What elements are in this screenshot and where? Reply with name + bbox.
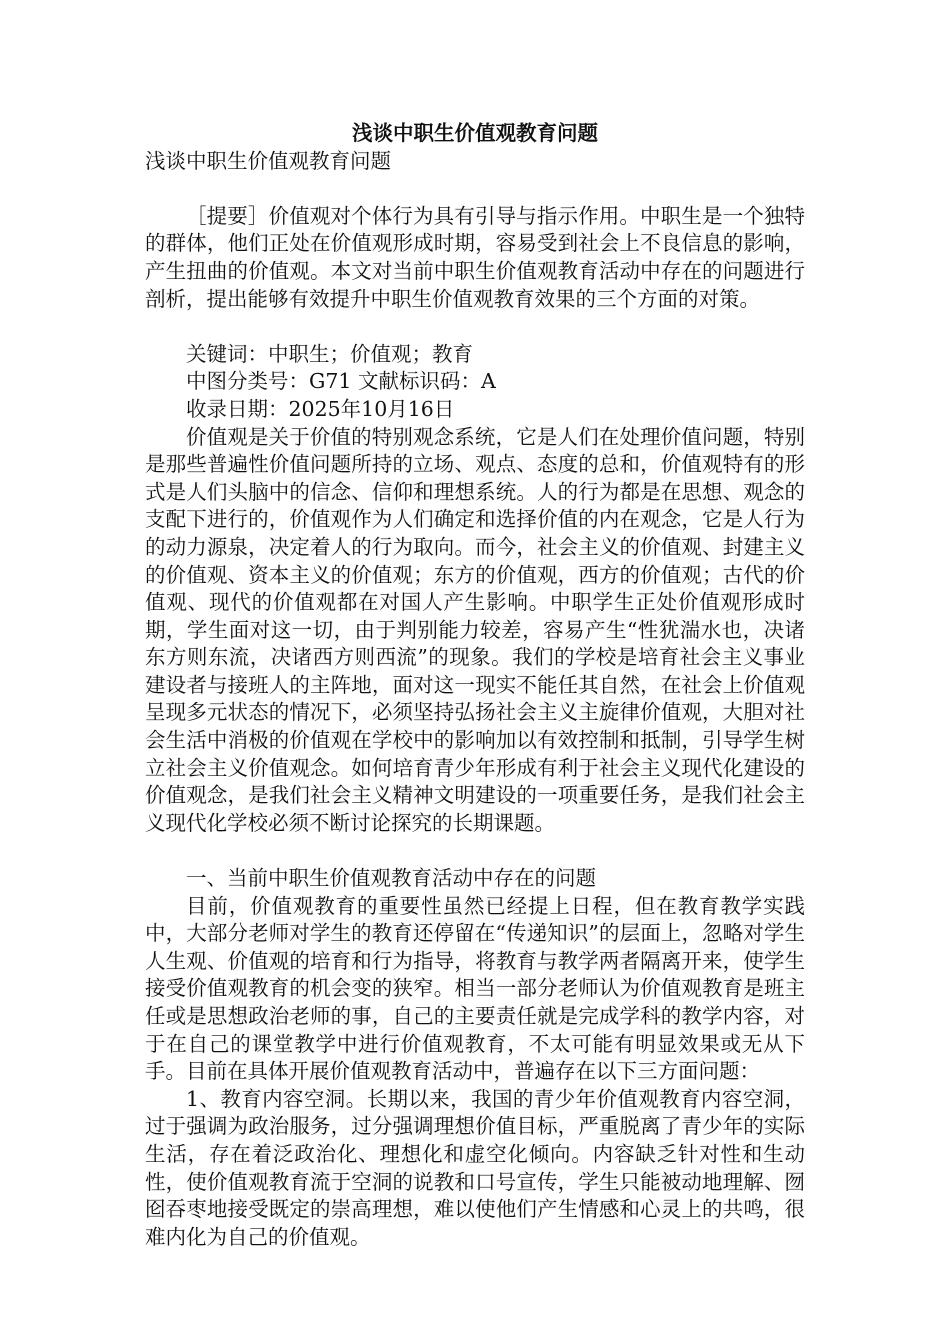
document-subtitle: 浅谈中职生价值观教育问题 [145, 148, 391, 173]
section-heading: 一、当前中职生价值观教育活动中存在的问题 [186, 866, 596, 891]
keywords-line: 关键词：中职生；价值观；教育 [186, 341, 473, 366]
blank-line [145, 175, 805, 203]
received-date-line: 收录日期：2025年10月16日 [186, 396, 455, 421]
intro-paragraph: 价值观是关于价值的特别观念系统，它是人们在处理价值问题，特别是那些普遍性价值问题所持的立场、观点、态度的总和，价值观特有的形式是人们头脑中的信念、信仰和理想系统。人的行为都是在思想、观念的支配下进行的，价值观作为人们确定和选择价值的内在观念，它是人行为的动力源泉，决定着人的行为取向。而今，社会主义的价值观、封建主义的价值观、资本主义的价值观；东方的价值观，西方的价值观；古代的价值观、现代的价值观都在对国人产生影响。中职学生正处价值观形成时期，学生面对这一切，由于判别能力较差，容易产生“性犹湍水也，决诸东方则东流，决诸西方则西流”的现象。我们的学校是培育社会主义事业建设者与接班人的主阵地，面对这一现实不能任其自然，在社会上价值观呈现多元状态的情况下，必须坚持弘扬社会主义主旋律价值观，大胆对社会生活中消极的价值观在学校中的影响加以有效控制和抵制，引导学生树立社会主义价值观念。如何培育青少年形成有利于社会主义现代化建设的价值观念，是我们社会主义精神文明建设的一项重要任务，是我们社会主义现代化学校必须不断讨论探究的长期课题。 [145, 424, 805, 835]
blank-line [145, 313, 805, 341]
section-body-paragraph: 目前，价值观教育的重要性虽然已经提上日程，但在教育教学实践中，大部分老师对学生的教育还停留在“传递知识”的层面上，忽略对学生人生观、价值观的培育和行为指导，将教育与教学两者隔离开来，使学生接受价值观教育的机会变的狭窄。相当一部分老师认为价值观教育是班主任或是思想政治老师的事，自己的主要责任就是完成学科的教学内容，对于在自己的课堂教学中进行价值观教育，不太可能有明显效果或无从下手。目前在具体开展价值观教育活动中，普遍存在以下三方面问题： [145, 893, 805, 1084]
document-title: 浅谈中职生价值观教育问题 [352, 121, 598, 145]
blank-line [145, 837, 805, 865]
abstract-paragraph: ［提要］价值观对个体行为具有引导与指示作用。中职生是一个独特的群体，他们正处在价值观形成时期，容易受到社会上不良信息的影响，产生扭曲的价值观。本文对当前中职生价值观教育活动中存在的问题进行剖析，提出能够有效提升中职生价值观教育效果的三个方面的对策。 [145, 203, 805, 311]
point-paragraph: 1、教育内容空洞。长期以来，我国的青少年价值观教育内容空洞，过于强调为政治服务，过分强调理想价值目标，严重脱离了青少年的实际生活，存在着泛政治化、理想化和虚空化倾向。内容缺乏针对性和生动性，使价值观教育流于空洞的说教和口号宣传，学生只能被动地理解、囫囵吞枣地接受既定的崇高理想，难以使他们产生情感和心灵上的共鸣，很难内化为自己的价值观。 [145, 1086, 805, 1249]
classification-line: 中图分类号：G71 文献标识码：A [186, 369, 496, 394]
document-page [145, 120, 805, 1251]
